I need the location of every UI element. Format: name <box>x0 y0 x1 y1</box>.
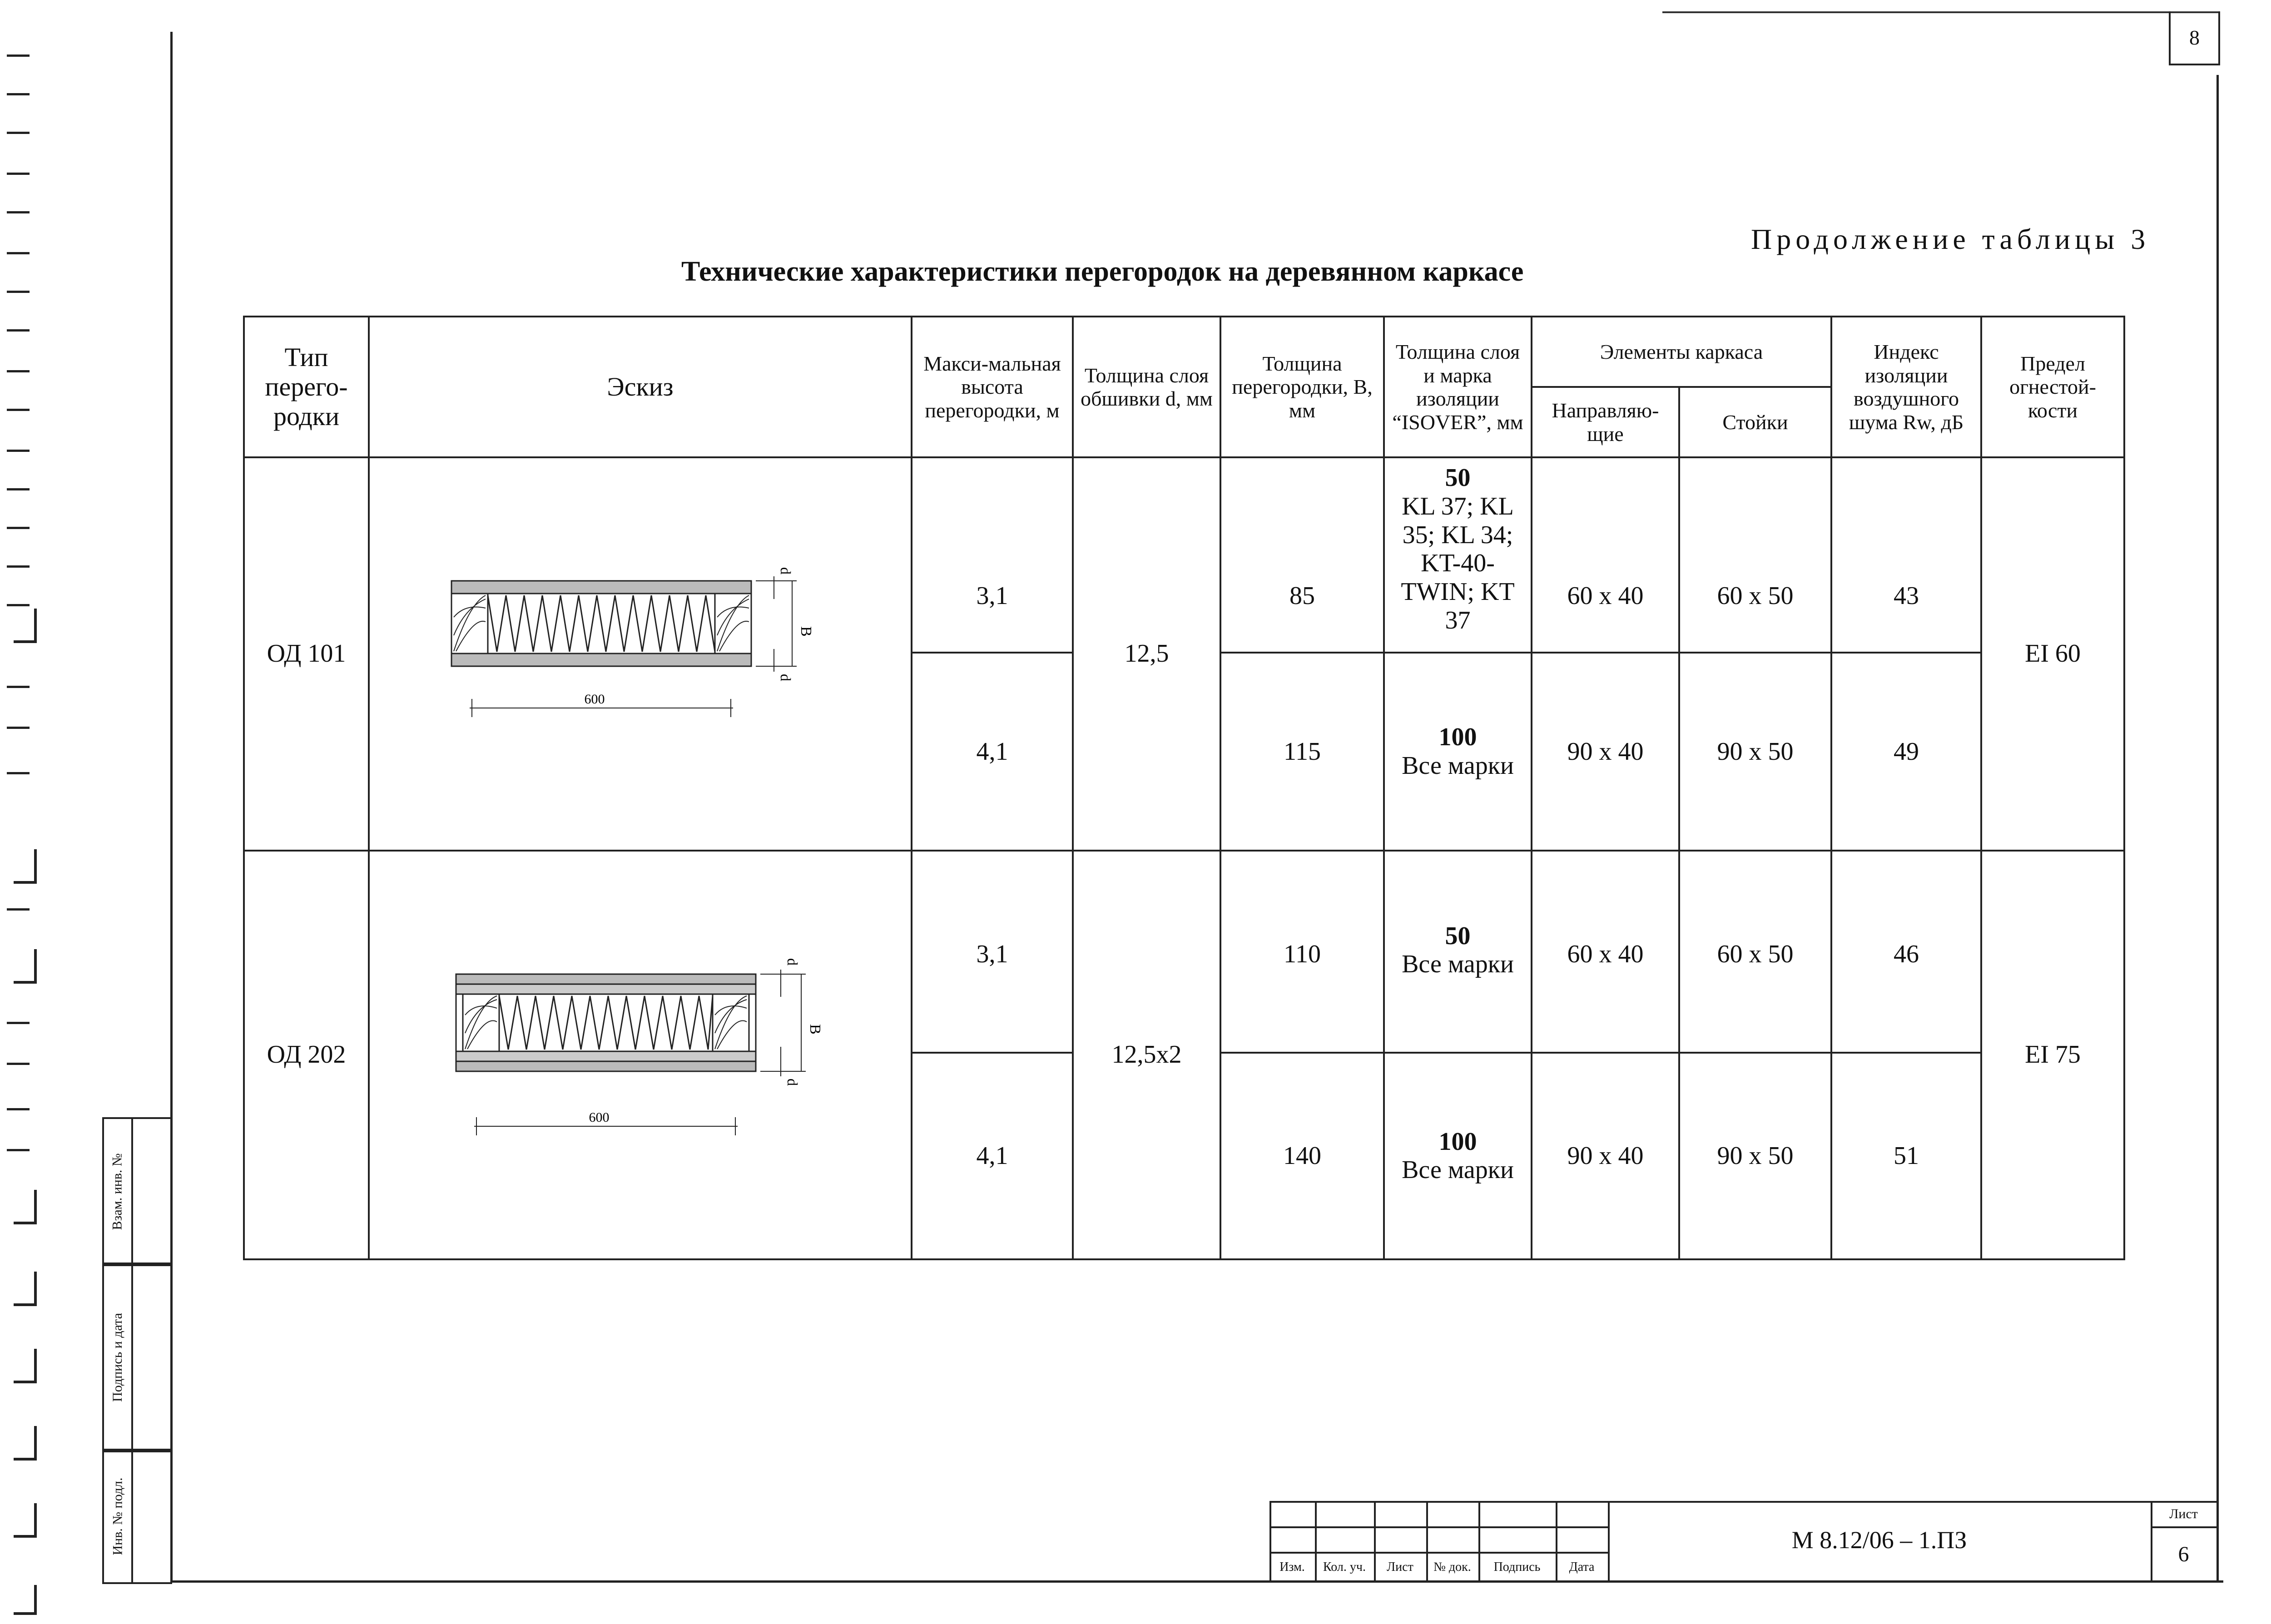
cell-thickness: 110 <box>1220 851 1384 1053</box>
stamp-label-replaced: Взам. инв. № <box>110 1153 125 1230</box>
cell-noise: 43 <box>1831 457 1981 653</box>
dim-d-top: d <box>778 567 794 575</box>
dim-d-bottom: d <box>778 674 794 682</box>
cell-posts: 90 х 50 <box>1679 1053 1831 1259</box>
stamp-label-original: Инв. № подл. <box>110 1477 125 1555</box>
cell-posts: 90 х 50 <box>1679 653 1831 850</box>
cell-posts: 60 х 50 <box>1679 851 1831 1053</box>
header-thickness: Толщина перегородки, В, мм <box>1220 317 1384 457</box>
partitions-table <box>243 316 2125 1260</box>
cell-insulation <box>1384 1053 1532 1259</box>
sketch-od101 <box>438 563 847 744</box>
tb-label-docnum: № док. <box>1433 1560 1471 1574</box>
cell-max-height: 4,1 <box>912 1053 1073 1259</box>
cell-posts: 60 х 50 <box>1679 457 1831 653</box>
dim-b: B <box>807 1024 823 1035</box>
insulation-brand: KL 37; KL 35; KL 34; KT-40-TWIN; KT 37 <box>1401 492 1515 634</box>
stamp-label-signature: Подпись и дата <box>110 1313 125 1402</box>
table-row <box>244 457 2124 653</box>
frame-right <box>2216 75 2219 1582</box>
tb-label-signature: Подпись <box>1493 1560 1541 1574</box>
cell-noise: 49 <box>1831 653 1981 850</box>
cell-sheath: 12,5 <box>1073 457 1220 850</box>
insulation-brand: Все марки <box>1402 1156 1514 1184</box>
header-max-height: Макси-мальная высота перегородки, м <box>912 317 1073 457</box>
insulation-thickness: 100 <box>1438 723 1477 752</box>
stamp-original-inventory <box>102 1449 172 1584</box>
cell-sketch <box>369 457 912 850</box>
title-block <box>1269 1501 2216 1583</box>
dim-d-bottom: d <box>784 1078 801 1086</box>
cell-insulation <box>1384 653 1532 850</box>
tb-sheet-label: Лист <box>2169 1506 2198 1521</box>
insulation-brand: Все марки <box>1402 950 1514 979</box>
tb-label-change: Изм. <box>1279 1560 1305 1574</box>
dim-b: B <box>798 626 814 637</box>
stamp-signature-date <box>102 1263 172 1452</box>
sketch-width-label: 600 <box>589 1109 610 1125</box>
header-noise: Индекс изоляции воздушного шума Rw, дБ <box>1831 317 1981 457</box>
tb-sheet-number: 6 <box>2178 1542 2189 1566</box>
sketch-width-label: 600 <box>584 692 605 707</box>
insulation-thickness: 50 <box>1445 464 1471 492</box>
cell-max-height: 4,1 <box>912 653 1073 850</box>
cell-thickness: 115 <box>1220 653 1384 850</box>
table-continuation: Продолжение таблицы 3 <box>1751 223 2150 255</box>
stamp-replaced-inventory <box>102 1117 172 1266</box>
cell-fire: EI 75 <box>1981 851 2124 1259</box>
cell-sketch <box>369 851 912 1259</box>
cell-sheath: 12,5х2 <box>1073 851 1220 1259</box>
cell-guides: 90 х 40 <box>1532 653 1679 850</box>
cell-fire: EI 60 <box>1981 457 2124 850</box>
header-insulation: Толщина слоя и марка изоляции “ISOVER”, мм <box>1384 317 1532 457</box>
header-type: Тип перего-родки <box>244 317 369 457</box>
tb-document-code: М 8.12/06 – 1.ПЗ <box>1791 1526 1967 1554</box>
cell-noise: 46 <box>1831 851 1981 1053</box>
dim-d-top: d <box>784 958 801 965</box>
insulation-thickness: 50 <box>1445 921 1471 950</box>
cell-noise: 51 <box>1831 1053 1981 1259</box>
header-sketch: Эскиз <box>369 317 912 457</box>
cell-guides: 90 х 40 <box>1532 1053 1679 1259</box>
tb-label-count: Кол. уч. <box>1323 1560 1366 1574</box>
cell-thickness: 140 <box>1220 1053 1384 1259</box>
header-guides: Направляю-щие <box>1532 387 1679 457</box>
cell-type: ОД 202 <box>244 851 369 1259</box>
header-sheath: Толщина слоя обшивки d, мм <box>1073 317 1220 457</box>
table-row <box>244 851 2124 1053</box>
header-fire: Предел огнестой-кости <box>1981 317 2124 457</box>
header-posts: Стойки <box>1679 387 1831 457</box>
insulation-thickness: 100 <box>1438 1127 1477 1156</box>
cell-max-height: 3,1 <box>912 851 1073 1053</box>
tb-label-date: Дата <box>1569 1560 1595 1574</box>
cell-insulation <box>1384 457 1532 653</box>
page-title: Технические характеристики перегородок на деревянном каркасе <box>681 256 1524 287</box>
tb-label-sheet: Лист <box>1387 1560 1413 1574</box>
cell-guides: 60 х 40 <box>1532 851 1679 1053</box>
top-page-number: 8 <box>2169 11 2220 65</box>
insulation-brand: Все марки <box>1402 751 1514 780</box>
frame-top-line <box>1662 11 2219 13</box>
cell-guides: 60 х 40 <box>1532 457 1679 653</box>
sketch-od202 <box>442 956 851 1147</box>
cell-type: ОД 101 <box>244 457 369 850</box>
header-frame-elements: Элементы каркаса <box>1532 317 1831 387</box>
cell-max-height: 3,1 <box>912 457 1073 653</box>
cell-insulation <box>1384 851 1532 1053</box>
cell-thickness: 85 <box>1220 457 1384 653</box>
